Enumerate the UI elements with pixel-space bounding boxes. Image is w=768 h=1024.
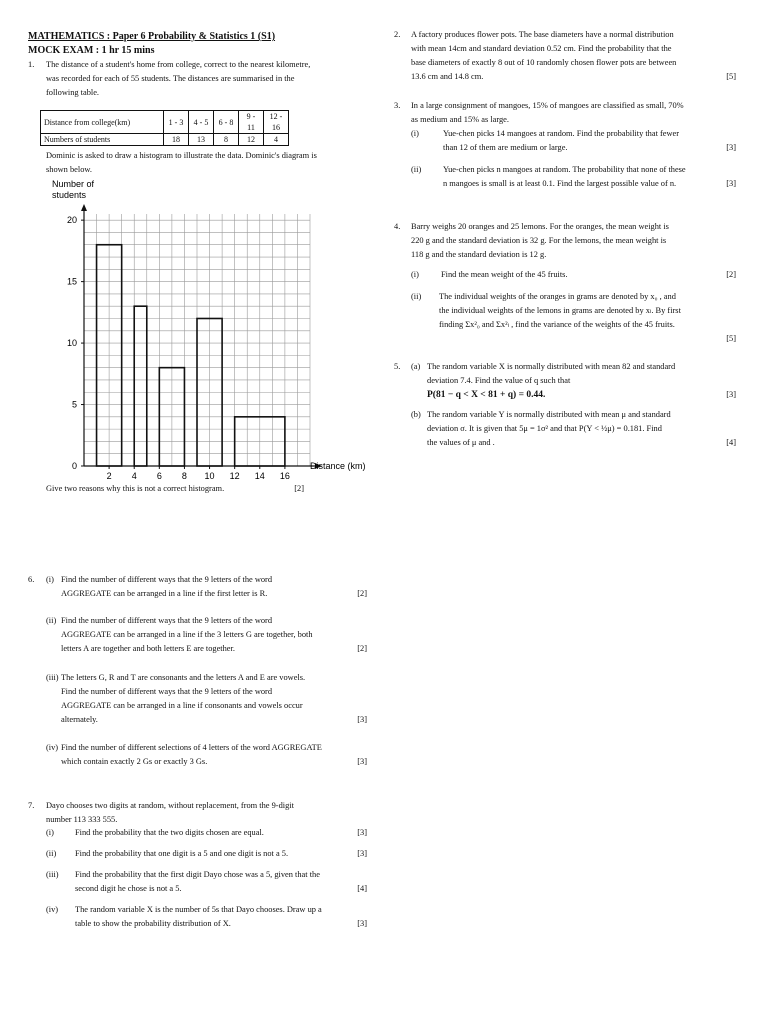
q7-line: table to show the probability distribution of X. [75,919,231,928]
chart-ticks [67,215,290,480]
q7-line: Find the probability that the two digits chosen are equal. [75,828,264,837]
q4-part-label: (i) [411,270,419,279]
q6-line: letters A are together and both letters E are together. [61,644,235,653]
table-cell: Numbers of students [41,134,164,146]
table-cell: Distance from college(km) [41,111,164,134]
marks: [3] [726,179,736,188]
q6-line: Find the number of different ways that the 9 letters of the word [61,616,273,625]
marks: [3] [357,849,367,858]
table-cell: 4 [264,134,289,146]
table-cell: 12 - 16 [264,111,289,134]
marks: [4] [726,438,736,447]
x-tick-label: 8 [181,471,187,480]
q6-part-label: (i) [46,575,54,584]
q6-line: Find the number of different selections of 4 letters of the word AGGREGATE [61,743,322,752]
q5-part-label: (b) [411,410,421,419]
x-axis-label: Distance (km) [310,461,366,471]
q3-line: as medium and 15% as large. [411,115,509,124]
y-tick-label: 20 [66,215,77,226]
table-row [41,134,289,146]
q2-line: 13.6 cm and 14.8 cm. [411,72,484,81]
q7-part-label: (iv) [46,905,59,914]
q6-line: AGGREGATE can be arranged in a line if the first letter is R. [61,589,268,598]
q4-line: Find the mean weight of the 45 fruits. [441,270,568,279]
q3-line: In a large consignment of mangoes, 15% of mangoes are classified as small, 70% [411,101,684,110]
q6-line: Find the number of different ways that the 9 letters of the word [61,687,273,696]
marks: [3] [357,919,367,928]
table-cell: 9 - 11 [239,111,264,134]
q2-line: A factory produces flower pots. The base diameters have a normal distribution [411,30,674,39]
q3-text [411,99,736,127]
marks: [3] [357,828,367,837]
q5-line: The random variable Y is normally distributed with mean μ and standard [427,410,671,419]
q6-part-i [61,573,367,601]
q7-line: Find the probability that the first digit Dayo chose was a 5, given that the [75,870,320,879]
q6-part-iii [61,671,367,727]
q3-line: Yue-chen picks 14 mangoes at random. Find the probability that fewer [443,129,680,138]
q6-line: alternately. [61,715,98,724]
q5-line: deviation 7.4. Find the value of q such that [427,376,571,385]
q4-line: 118 g and the standard deviation is 12 g. [411,250,547,259]
q6-part-label: (ii) [46,616,57,625]
marks: [5] [726,72,736,81]
q1-number: 1. [28,60,35,69]
y-axis-label: students [52,190,87,200]
q7-part-label: (iii) [46,870,59,879]
q7-number: 7. [28,801,35,810]
q4-line: finding Σx²₀ and Σx²ₗ , find the variance of the weights of the 45 fruits. [439,320,675,329]
q2-text [411,28,736,84]
q1-diagram-text [46,149,376,177]
histogram-bar [134,306,147,466]
y-tick-label: 0 [71,461,77,471]
marks: [4] [357,884,367,893]
q1-line: Dominic is asked to draw a histogram to illustrate the data. Dominic's diagram is [46,151,317,160]
x-tick-label: 12 [229,471,240,480]
x-tick-label: 2 [106,471,112,480]
q4-line: the individual weights of the lemons in grams are denoted by xₗ. By first [439,306,681,315]
q6-line: The letters G, R and T are consonants and the letters A and E are vowels. [61,673,306,682]
y-axis-arrow [81,204,87,211]
table-cell: 18 [164,134,189,146]
q3-part-ii [443,163,736,191]
q1-line: The distance of a student's home from college, correct to the nearest kilometre, [46,60,311,69]
q2-line: base diameters of exactly 8 out of 10 randomly chosen flower pots are between [411,58,677,67]
q4-text [411,220,736,262]
paper-title: MATHEMATICS : Paper 6 Probability & Statistics 1 (S1) [28,31,276,42]
table-cell: 13 [189,134,214,146]
q5-part-label: (a) [411,362,421,371]
x-tick-label: 6 [156,471,162,480]
q6-line: AGGREGATE can be arranged in a line if consonants and vowels occur [61,701,303,710]
y-tick-label: 15 [66,276,77,287]
exam-subtitle: MOCK EXAM : 1 hr 15 mins [28,45,155,56]
q3-part-label: (ii) [411,165,422,174]
x-tick-label: 16 [279,471,290,480]
q6-line: Find the number of different ways that the 9 letters of the word [61,575,273,584]
marks: [2] [357,589,367,598]
q7-line: Dayo chooses two digits at random, without replacement, from the 9-digit [46,801,294,810]
q5-line: the values of μ and . [427,438,495,447]
q3-line: than 12 of them are medium or large. [443,143,568,152]
q2-line: with mean 14cm and standard deviation 0.52 cm. Find the probability that the [411,44,672,53]
q3-line: n mangoes is small is at least 0.1. Find the largest possible value of n. [443,179,677,188]
marks: [2] [357,644,367,653]
marks: [2] [726,270,736,279]
marks: [3] [726,143,736,152]
y-axis-label: Number of [52,179,95,189]
y-tick-label: 5 [71,399,77,410]
x-tick-label: 14 [254,471,265,480]
q6-part-iv [61,741,367,769]
q7-part-label: (ii) [46,849,57,858]
q7-part-i [75,826,367,840]
q3-part-label: (i) [411,129,419,138]
table-cell: 6 - 8 [214,111,239,134]
q4-part-ii [439,290,736,346]
histogram-chart [40,175,380,480]
q7-line: number 113 333 555. [46,815,118,824]
q1-text [46,58,376,100]
q1-question-text: Give two reasons why this is not a correct histogram. [46,484,225,493]
frequency-table [40,110,289,146]
q3-line: Yue-chen picks n mangoes at random. The probability that none of these [443,165,686,174]
marks: [3] [357,715,367,724]
table-row [41,111,289,134]
q7-part-iv [75,903,367,931]
q5-part-a [427,360,736,402]
q6-part-label: (iv) [46,743,59,752]
q5-part-b [427,408,736,450]
x-tick-label: 10 [204,471,215,480]
marks: [3] [357,757,367,766]
q1-line: following table. [46,88,100,97]
q4-part-label: (ii) [411,292,422,301]
q6-part-label: (iii) [46,673,59,682]
q7-part-ii [75,847,367,861]
q6-number: 6. [28,575,35,584]
q5-line: The random variable X is normally distributed with mean 82 and standard [427,362,676,371]
q5-formula: P(81 − q < X < 81 + q) = 0.44. [427,390,546,400]
table-cell: 4 - 5 [189,111,214,134]
q7-text [46,799,368,827]
q1-line: shown below. [46,165,92,174]
q4-line: 220 g and the standard deviation is 32 g. For the lemons, the mean weight is [411,236,667,245]
q5-number: 5. [394,362,401,371]
marks: [2] [294,484,304,493]
y-tick-label: 10 [66,338,77,349]
q7-part-iii [75,868,367,896]
marks: [3] [726,390,736,399]
table-cell: 1 - 3 [164,111,189,134]
q4-number: 4. [394,222,401,231]
table-cell: 12 [239,134,264,146]
q6-line: which contain exactly 2 Gs or exactly 3 Gs. [61,757,208,766]
q2-number: 2. [394,30,401,39]
marks: [5] [726,334,736,343]
q1-line: was recorded for each of 55 students. The distances are summarised in the [46,74,295,83]
q5-line: deviation σ. It is given that 5μ = 1σ² and that P(Y < ½μ) = 0.181. Find [427,424,662,433]
q7-line: second digit he chose is not a 5. [75,884,182,893]
q4-line: Barry weighs 20 oranges and 25 lemons. For the oranges, the mean weight is [411,222,669,231]
q7-part-label: (i) [46,828,54,837]
q3-part-i [443,127,736,155]
q4-line: The individual weights of the oranges in grams are denoted by x₀ , and [439,292,676,301]
table-cell: 8 [214,134,239,146]
q3-number: 3. [394,101,401,110]
q6-line: AGGREGATE can be arranged in a line if the 3 letters G are together, both [61,630,313,639]
q4-part-i [441,268,736,282]
x-tick-label: 4 [131,471,137,480]
q6-part-ii [61,614,367,656]
q7-line: Find the probability that one digit is a 5 and one digit is not a 5. [75,849,289,858]
q1-question [46,482,304,496]
q7-line: The random variable X is the number of 5s that Dayo chooses. Draw up a [75,905,322,914]
